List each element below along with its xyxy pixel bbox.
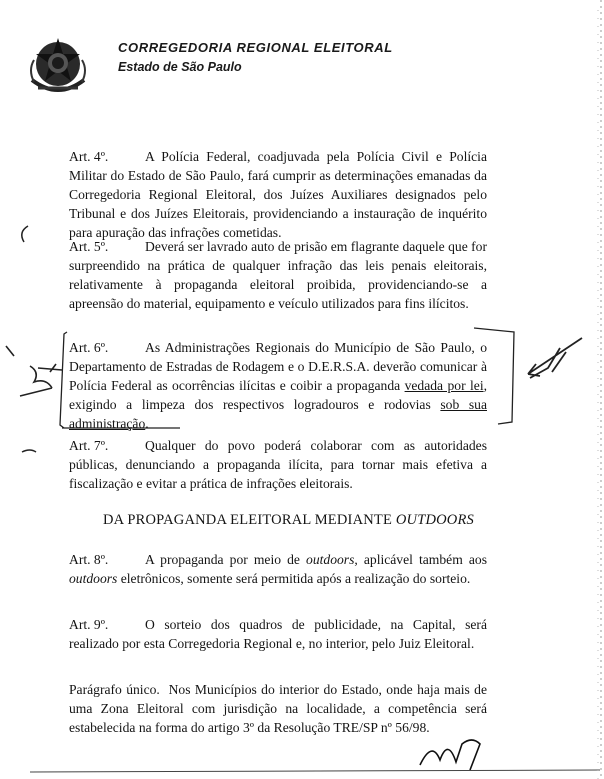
article-8-text-3: eletrônicos, somente será permitida após a realização do sorteio. xyxy=(117,571,471,586)
section-heading-text: DA PROPAGANDA ELEITORAL MEDIANTE xyxy=(103,512,396,528)
article-4-text: A Polícia Federal, coadjuvada pela Polícia Civil e Polícia Militar do Estado de São Paulo, fará cumprir as determinações emanadas da Corregedoria Regional Eleitoral, dos Juízes Auxiliares designados pelo Tribunal e dos Juízes Eleitorais, providenciando a instauração de inquérito para apuração das infrações cometidas. xyxy=(69,149,487,240)
left-arrow-scribble-icon xyxy=(6,346,62,396)
article-8-italic-term-2: outdoors xyxy=(69,571,118,586)
article-5-text: Deverá ser lavrado auto de prisão em flagrante daquele que for surpreendido na prática de qualquer infração das leis penais eleitorais, relativamente à propaganda eleitoral proibida, providenciando-se a apreensão do material, equipamento e veículo utilizados para fins ilícitos. xyxy=(69,239,487,311)
bottom-rule-icon xyxy=(30,770,600,772)
article-8-text: A propaganda por meio de xyxy=(145,552,307,567)
left-bracket-icon xyxy=(60,332,67,428)
article-6-underlined-phrase: vedada por lei xyxy=(404,378,484,393)
margin-mark-icon xyxy=(22,226,28,242)
sole-paragraph-label: Parágrafo único. xyxy=(69,682,160,697)
sole-paragraph-text: Nos Municípios do interior do Estado, onde haja mais de uma Zona Eleitoral com jurisdição na localidade, a competência será estabelecida na forma do artigo 3º da Resolução TRE/SP nº 56/98. xyxy=(69,682,488,735)
scan-edge-noise xyxy=(596,0,604,779)
article-9-label: Art. 9º. xyxy=(69,617,109,632)
article-8-label: Art. 8º. xyxy=(69,552,109,567)
article-6-text-end: . xyxy=(145,416,149,431)
signature-initials-icon xyxy=(420,740,480,770)
article-6-text-continued: , exigindo a limpeza dos respectivos logradouros e rodovias xyxy=(69,378,487,412)
article-8-text-2: , aplicável também aos xyxy=(354,552,487,567)
article-6-underlined-phrase-2: sob sua administração xyxy=(69,397,487,431)
right-arrow-scribble-icon xyxy=(528,338,582,378)
letterhead-organization: CORREGEDORIA REGIONAL ELEITORAL xyxy=(118,40,393,55)
article-5-label: Art. 5º. xyxy=(69,239,109,254)
article-6-text: As Administrações Regionais do Município de São Paulo, o Departamento de Estradas de Rodagem e o D.E.R.S.A. deverão comunicar à Polícia Federal as ocorrências ilícitas e coibir a propaganda xyxy=(69,340,487,393)
article-7-label: Art. 7º. xyxy=(69,438,109,453)
right-bracket-icon xyxy=(474,328,514,424)
article-8-italic-term: outdoors xyxy=(306,552,355,567)
article-7-text: Qualquer do povo poderá colaborar com as autoridades públicas, denunciando a propaganda ilícita, para tornar mais efetiva a fiscalização e evitar a prática de infrações eleitorais. xyxy=(69,438,487,491)
margin-mark-icon xyxy=(22,450,36,452)
letterhead-state: Estado de São Paulo xyxy=(118,60,242,74)
article-6-label: Art. 6º. xyxy=(69,340,109,355)
article-4-label: Art. 4º. xyxy=(69,149,109,164)
section-heading-italic: OUTDOORS xyxy=(395,512,474,528)
article-9-text: O sorteio dos quadros de publicidade, na Capital, será realizado por esta Corregedoria Regional e, no interior, pelo Juiz Eleitoral. xyxy=(69,617,487,651)
